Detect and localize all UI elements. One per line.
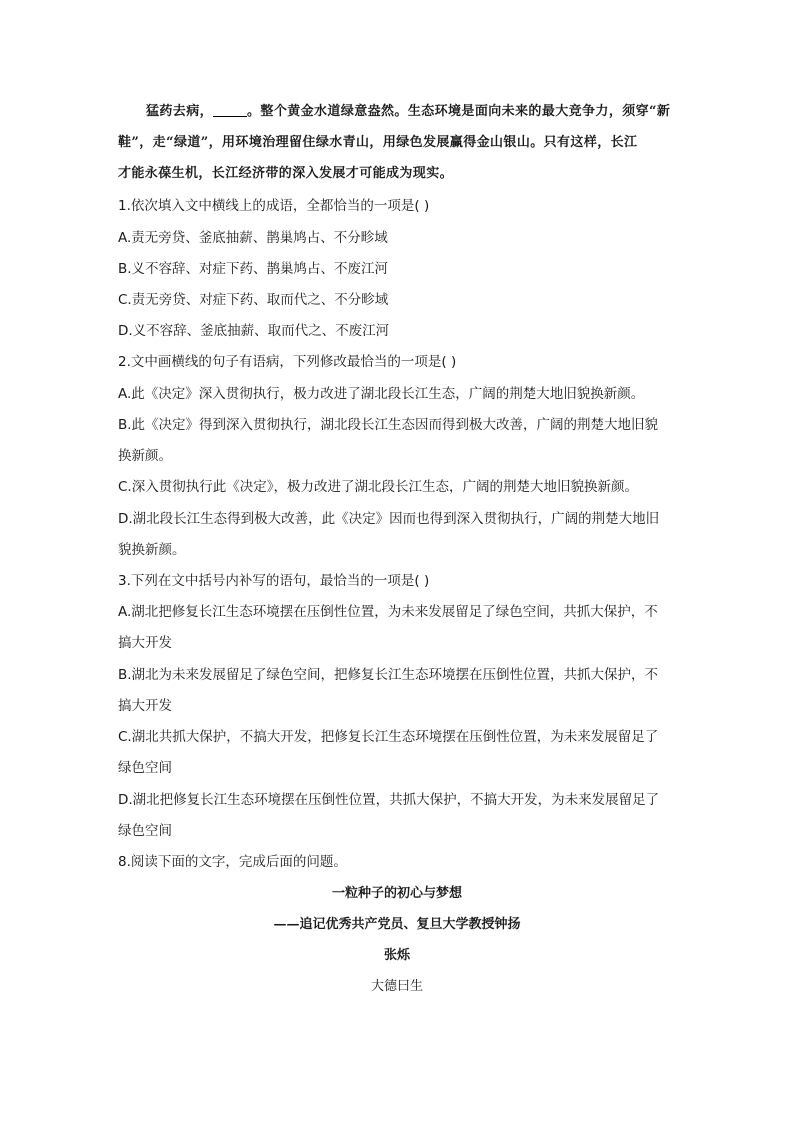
question-3-option-d-line-1: D.湖北把修复长江生态环境摆在压倒性位置，共抓大保护，不搞大开发，为未来发展留足了: [118, 792, 660, 808]
question-3-option-c-line-2: 绿色空间: [118, 760, 172, 776]
question-2-option-a: A.此《决定》深入贯彻执行，极力改进了湖北段长江生态，广阔的荆楚大地旧貌换新颜。: [118, 386, 645, 402]
question-1-stem: 1.依次填入文中横线上的成语，全都恰当的一项是( ): [118, 198, 430, 214]
question-1-option-c: C.责无旁贷、对症下药、取而代之、不分畛域: [118, 292, 389, 308]
passage-line-1: [146, 103, 706, 121]
question-1-option-b: B.义不容辞、对症下药、鹊巢鸠占、不废江河: [118, 261, 389, 277]
question-2-option-d-line-1: D.湖北段长江生态得到极大改善，此《决定》因而也得到深入贯彻执行，广阔的荆楚大地旧: [118, 511, 660, 527]
question-3-stem: 3.下列在文中括号内补写的语句，最恰当的一项是( ): [118, 573, 430, 589]
question-8-stem: 8.阅读下面的文字，完成后面的问题。: [118, 854, 347, 870]
question-2-stem: 2.文中画横线的句子有语病，下列修改最恰当的一项是( ): [118, 354, 457, 370]
question-3-option-b-line-1: B.湖北为未来发展留足了绿色空间，把修复长江生态环境摆在压倒性位置，共抓大保护，不: [118, 667, 659, 683]
article-section-heading: 大德曰生: [370, 979, 423, 994]
passage-line-3: 才能永葆生机，长江经济带的深入发展才可能成为现实。: [118, 166, 454, 181]
passage-line-2: 鞋”，走“绿道”，用环境治理留住绿水青山，用绿色发展赢得金山银山。只有这样，长江: [118, 135, 638, 150]
question-2-option-b-line-1: B.此《决定》得到深入贯彻执行，湖北段长江生态因而得到极大改善，广阔的荆楚大地旧貌: [118, 417, 659, 433]
question-2-option-c: C.深入贯彻执行此《决定》，极力改进了湖北段长江生态，广阔的荆楚大地旧貌换新颜。: [118, 479, 638, 495]
article-subtitle: ——追记优秀共产党员、复旦大学教授钟扬: [273, 917, 521, 932]
question-3-option-b-line-2: 搞大开发: [118, 698, 172, 714]
question-3-option-d-line-2: 绿色空间: [118, 823, 172, 839]
question-3-option-a-line-2: 搞大开发: [118, 635, 172, 651]
article-title: 一粒种子的初心与梦想: [331, 886, 462, 901]
question-1-option-a: A.责无旁贷、釜底抽薪、鹊巢鸠占、不分畛域: [118, 230, 388, 246]
passage-line-1-end: 。整个黄金水道绿意盎然。生态环境是面向未来的最大竞争力，须穿“新: [247, 104, 671, 119]
passage-line-1-start: 猛药去病，: [146, 104, 214, 119]
question-3-option-c-line-1: C.湖北共抓大保护，不搞大开发，把修复长江生态环境摆在压倒性位置，为未来发展留足了: [118, 729, 659, 745]
article-author: 张烁: [383, 948, 410, 963]
question-2-option-d-line-2: 貌换新颜。: [118, 542, 186, 558]
fill-in-blank: [213, 104, 247, 117]
question-1-option-d: D.义不容辞、釜底抽薪、取而代之、不废江河: [118, 323, 390, 339]
question-3-option-a-line-1: A.湖北把修复长江生态环境摆在压倒性位置，为未来发展留足了绿色空间，共抓大保护，不: [118, 604, 658, 620]
question-2-option-b-line-2: 换新颜。: [118, 448, 172, 464]
